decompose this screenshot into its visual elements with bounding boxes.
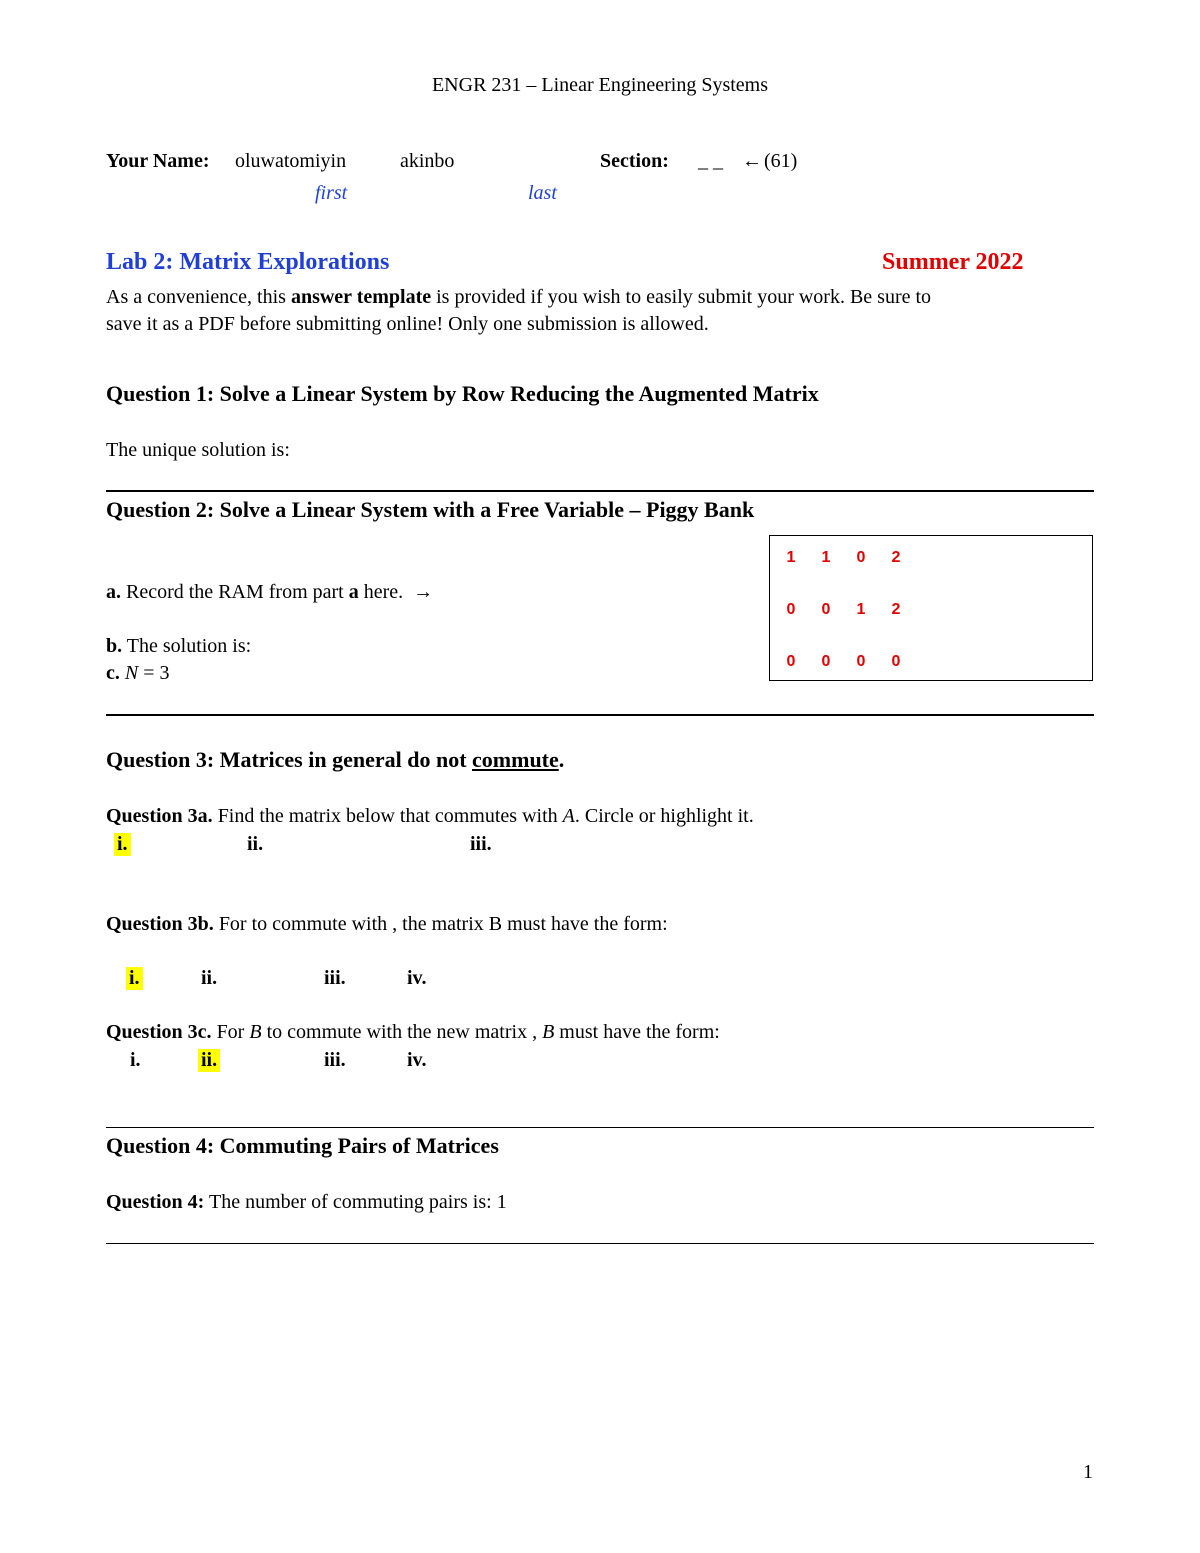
- q2-heading: Question 2: Solve a Linear System with a Free Variable – Piggy Bank: [106, 497, 755, 522]
- q3c-option-i[interactable]: i.: [130, 1049, 141, 1071]
- q2-part-a: a. Record the RAM from part a here. →: [106, 581, 434, 603]
- q3-heading: Question 3: Matrices in general do not commute.: [106, 747, 565, 772]
- section-value: (61): [764, 150, 798, 172]
- first-caption: first: [315, 182, 348, 204]
- ram-cell: 0: [856, 653, 866, 670]
- q3b-option-i-selected[interactable]: i.: [126, 967, 143, 990]
- divider: [106, 490, 1094, 492]
- divider: [106, 714, 1094, 716]
- ram-cell: 2: [891, 549, 901, 566]
- last-caption: last: [528, 182, 557, 204]
- ram-cell: 2: [891, 601, 901, 618]
- ram-cell: 0: [786, 653, 796, 670]
- right-arrow-icon: →: [413, 581, 434, 603]
- q3b-prompt: Question 3b. For to commute with , the matrix B must have the form:: [106, 913, 668, 935]
- ram-cell: 0: [856, 549, 866, 566]
- ram-cell: 0: [891, 653, 901, 670]
- q1-heading: Question 1: Solve a Linear System by Row Reducing the Augmented Matrix: [106, 381, 819, 406]
- ram-cell: 1: [821, 549, 831, 566]
- divider: [106, 1127, 1094, 1128]
- q4-heading: Question 4: Commuting Pairs of Matrices: [106, 1133, 499, 1158]
- ram-cell: 0: [786, 601, 796, 618]
- q3a-prompt: Question 3a. Find the matrix below that commutes with A. Circle or highlight it.: [106, 805, 754, 827]
- first-name-value: oluwatomiyin: [235, 150, 347, 172]
- q2-part-b: b. The solution is:: [106, 635, 252, 657]
- page-number: 1: [1083, 1461, 1093, 1483]
- last-name-value: akinbo: [400, 150, 455, 172]
- divider: [106, 1243, 1094, 1244]
- q3b-option-ii[interactable]: ii.: [201, 967, 218, 989]
- lab-term: Summer 2022: [882, 249, 1024, 275]
- q3c-option-iv[interactable]: iv.: [407, 1049, 427, 1071]
- q1-answer: The unique solution is:: [106, 439, 290, 461]
- left-arrow-icon: ←: [742, 150, 762, 172]
- q3a-option-ii[interactable]: ii.: [247, 833, 264, 855]
- q3c-prompt: Question 3c. For B to commute with the new matrix , B must have the form:: [106, 1021, 720, 1043]
- intro-line-2: save it as a PDF before submitting online! Only one submission is allowed.: [106, 313, 709, 335]
- course-header: ENGR 231 – Linear Engineering Systems: [431, 74, 769, 96]
- q3a-option-iii[interactable]: iii.: [470, 833, 492, 855]
- intro-line-1: As a convenience, this answer template is provided if you wish to easily submit your work. Be sure to: [106, 286, 932, 308]
- ram-cell: 1: [856, 601, 866, 618]
- section-label: Section:: [600, 150, 669, 172]
- ram-cell: 1: [786, 549, 796, 566]
- q3b-option-iv[interactable]: iv.: [407, 967, 427, 989]
- q2-part-c: c. N = 3: [106, 662, 170, 684]
- ram-cell: 0: [821, 601, 831, 618]
- name-label: Your Name:: [106, 150, 210, 172]
- q4-answer: Question 4: The number of commuting pairs is: 1: [106, 1191, 507, 1213]
- ram-cell: 0: [821, 653, 831, 670]
- section-blank: _ _: [698, 150, 723, 172]
- ram-matrix-box: [769, 535, 1093, 681]
- q3c-option-iii[interactable]: iii.: [324, 1049, 346, 1071]
- q3b-option-iii[interactable]: iii.: [324, 967, 346, 989]
- q3a-option-i-selected[interactable]: i.: [114, 833, 131, 856]
- q3c-option-ii-selected[interactable]: ii.: [198, 1049, 220, 1072]
- lab-title: Lab 2: Matrix Explorations: [106, 249, 390, 275]
